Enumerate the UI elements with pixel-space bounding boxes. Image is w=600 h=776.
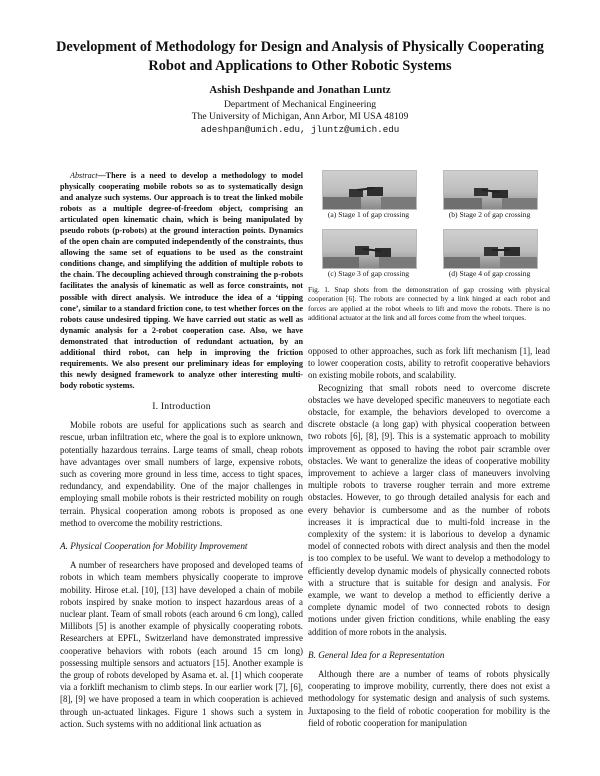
- title-line-1: Development of Methodology for Design and Analysis of Physically Cooperating: [56, 39, 544, 55]
- intro-paragraph-2-continued: opposed to other approaches, such as fork lift mechanism [1], lead to lower cooperation costs, ability to retrofit cooperative behaviors on existing mobile robots, and scalability.: [308, 346, 550, 381]
- section-heading-introduction: I. Introduction: [152, 400, 211, 412]
- figure-subcaption-c: (c) Stage 3 of gap crossing: [327, 269, 410, 278]
- subsection-heading-a: A. Physical Cooperation for Mobility Improvement: [60, 540, 248, 551]
- figure-photo-stage-1: [322, 170, 417, 210]
- abstract-text: There is a need to develop a methodology to model physically cooperating mobile robots so as to systematically design and analyze such systems. Our approach is to treat the linked mobile robots as a multiple degree-of-freedom object, comprising an articulated open kinematic chain, which is being manipulated by pseudo robots (p-robots) at the ground interaction points. Dynamics of the open chain are computed independently of the constraints, thus allowing the same set of equations to be used as the constraint conditions change, and simplifying the addition of multiple robots to the chain. The decoupling achieved through constraining the p-robots facilitates the analysis of kinematic as well as force constraints, not possible with direct analysis. We introduce the idea of a ‘tipping cone’, similar to a standard friction cone, to test whether forces on the robots cause undesired tipping. We have carried out static as well as dynamic analysis for a 2-robot cooperation case. Also, we have demonstrated that introduction of redundant actuation, by an additional third robot, can help in improving the friction requirements. We also present our preliminary ideas for employing this newly designed framework to analyze other interesting multi-body robotic systems.: [60, 171, 303, 390]
- figure-photo-stage-3: [322, 229, 417, 269]
- right-column: [308, 345, 550, 729]
- robot-gap-crossing-image: [323, 171, 416, 209]
- left-column: [60, 170, 303, 730]
- author-emails: adeshpan@umich.edu, jluntz@umich.edu: [200, 124, 400, 135]
- figure-subcaption-d: (d) Stage 4 of gap crossing: [448, 269, 531, 278]
- abstract-lead: Abstract: [70, 171, 98, 180]
- robot-gap-crossing-image: [323, 230, 416, 268]
- intro-paragraph-1: Mobile robots are useful for applications such as search and rescue, urban infiltration etc, where the goal is to explore unknown, potentially hazardous terrains. Large teams of small, cheap robots have advantages over small numbers of large, expensive robots, such as covering more ground in less time, access to tight spaces, redundancy, and expendability. One of the major challenges in employing small mobile robots is their restricted mobility on rough terrain. Physical cooperation among robots is proposed as one method to overcome the mobility restrictions.: [60, 420, 303, 528]
- intro-paragraph-4: Although there are a number of teams of robots physically cooperating to improve mobility, currently, there does not exist a methodology for systematic design and analysis of such systems. Juxtaposing to the field of robotic cooperation for mobility is the field of robotic cooperation for manipulation: [308, 669, 550, 728]
- figure-photo-stage-2: [443, 170, 538, 210]
- figure-photo-stage-4: [443, 229, 538, 269]
- affiliation-university: The University of Michigan, Ann Arbor, MI USA 48109: [191, 111, 409, 122]
- abstract-dash: —: [97, 171, 106, 180]
- figure-caption: Fig. 1. Snap shots from the demonstration of gap crossing with physical cooperation [6]. The robots are connected by a link hinged at each robot and forces are applied at the robot wheels to lift and move the robots. There is no additional actuator at the link and all forces come from the wheel torques.: [308, 285, 550, 323]
- robot-gap-crossing-image: [444, 230, 537, 268]
- title-line-2: Robot and Applications to Other Robotic Systems: [148, 58, 452, 74]
- intro-paragraph-2: A number of researchers have proposed and developed teams of robots in which team members physically cooperate to improve mobility. Hirose et.al. [10], [13] have developed a chain of mobile robots inspired by snake motion to inspect hazardous areas of a nuclear plant. Team of small robots (each around 6 cm long), called Millibots [5] is another example of physically cooperating robots. Researchers at EPFL, Switzerland have demonstrated impressive cooperative behaviors with robots (each around 15 cm long) possessing multiple sensors and actuators [15]. Another example is the group of robots developed by Asama et. al. [1] which cooperate via a forklift mechanism to climb steps. In our earlier work [7], [6], [8], [9] we have proposed a team in which cooperation is achieved through un-actuated linkages. Figure 1 shows such a system in action. Such systems with no additional link actuation as: [60, 560, 303, 729]
- subsection-heading-b: B. General Idea for a Representation: [308, 649, 445, 660]
- affiliation-department: Department of Mechanical Engineering: [223, 99, 377, 110]
- abstract: [60, 170, 303, 391]
- intro-paragraph-3: Recognizing that small robots need to overcome discrete obstacles we have developed specific maneuvers to negotiate each obstacle, for example, the behaviors developed to overcome a discrete obstacle (a long gap) with physical cooperation between two robots [6], [8], [9]. This is a systematic approach to mobility improvement as opposed to having the robot pair scramble over obstacles. We want to generalize the ideas of cooperative mobility improvement to achieve a larger class of maneuvers involving multiple robots to traverse rougher terrain and more extreme obstacles. However, to go through detailed analysis for each and every behavior is cumbersome and as the number of robots increases it is impractical due to multi-fold increase in the complexity of the system: it is laborious to develop a dynamic model of connected robots with direct analysis and then the model is too complex to be useful. We want to develop a methodology to efficiently develop dynamic models of physically connected robots with a structure that is suitable for design and analysis. For example, we want to develop a method to efficiently derive a complete dynamic model of two connected robots to design motions under given friction conditions, while enabling the easy addition of more robots in the analysis.: [308, 382, 550, 637]
- figure-subcaption-b: (b) Stage 2 of gap crossing: [448, 210, 531, 219]
- robot-gap-crossing-image: [444, 171, 537, 209]
- paper-title: [30, 38, 570, 76]
- figure-subcaption-a: (a) Stage 1 of gap crossing: [327, 210, 410, 219]
- authors: Ashish Deshpande and Jonathan Luntz: [209, 84, 391, 96]
